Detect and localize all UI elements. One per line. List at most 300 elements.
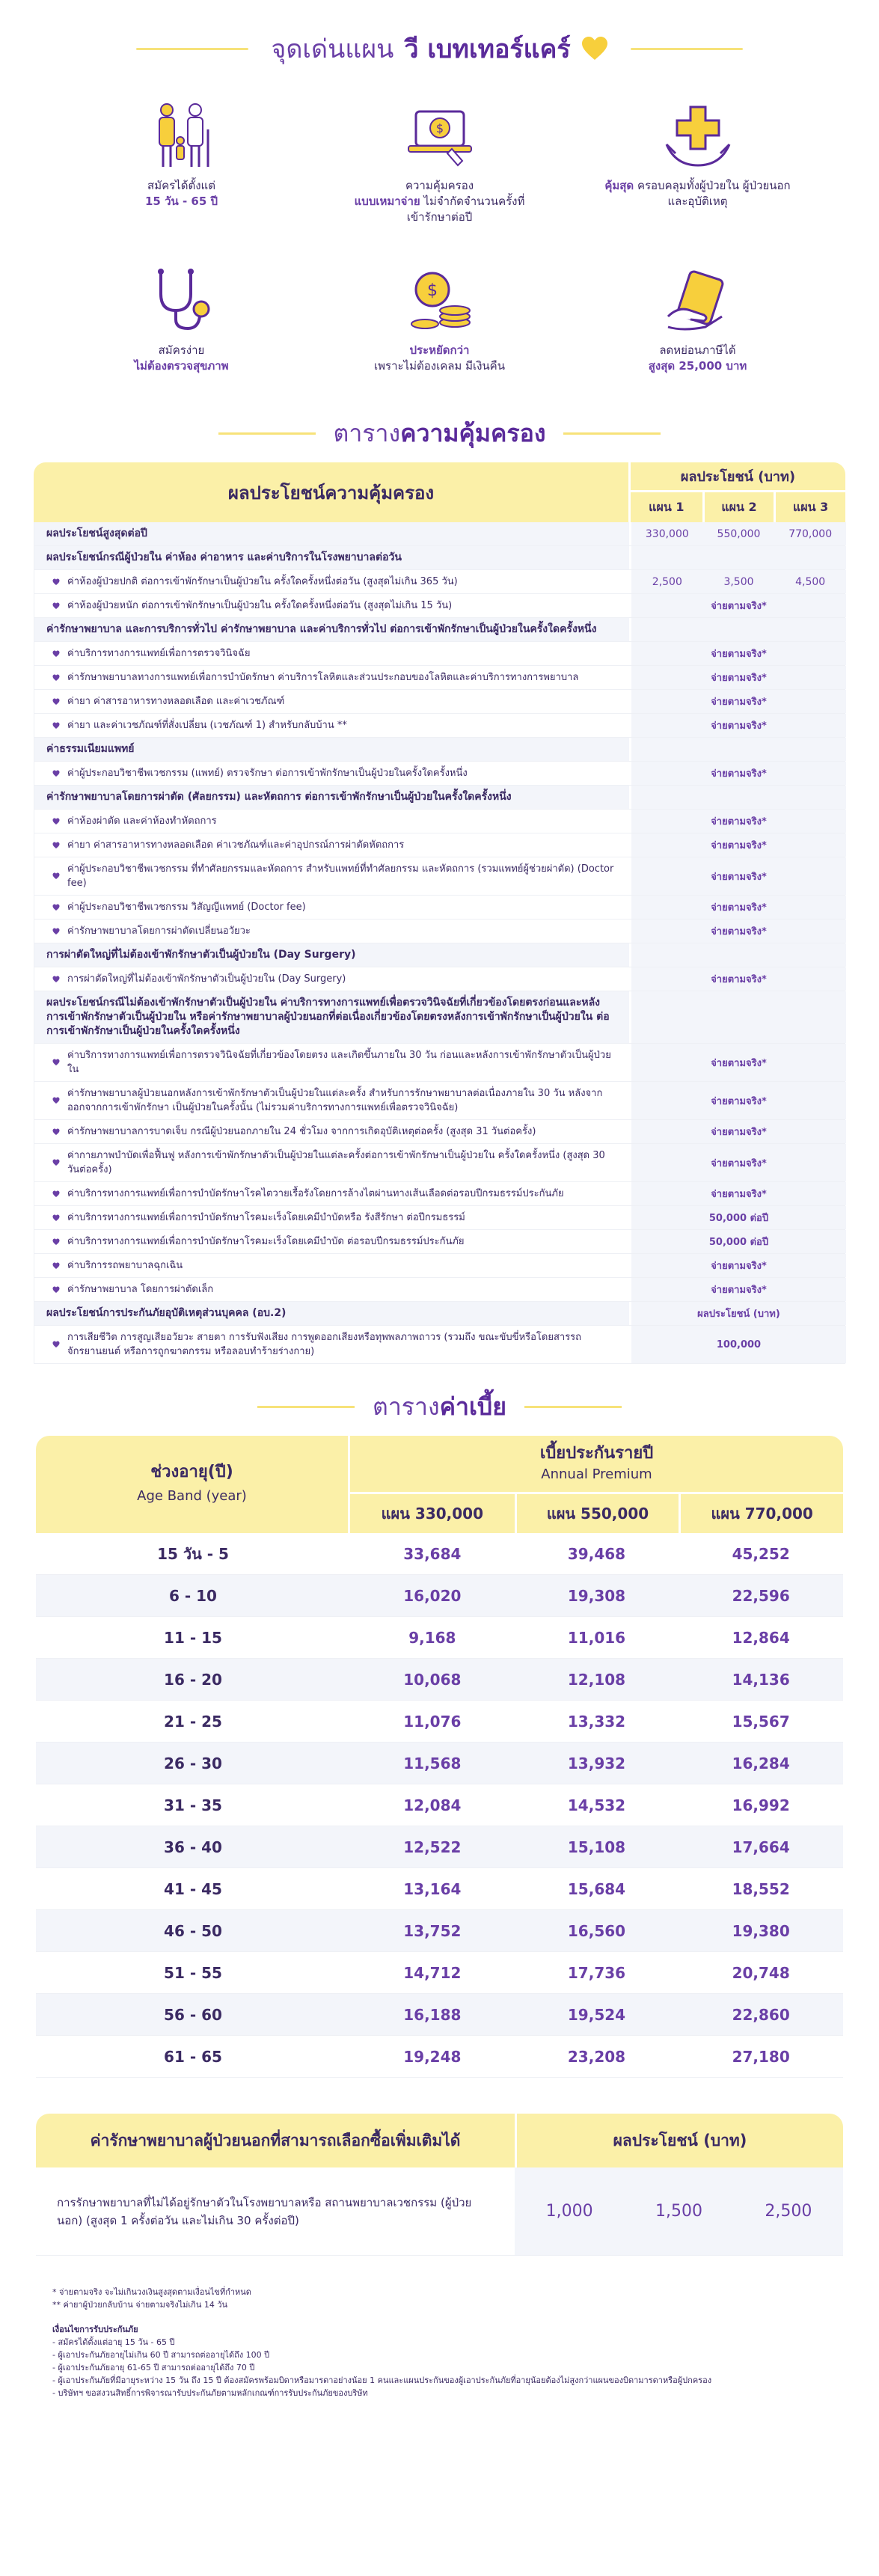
premium-row	[36, 1868, 843, 1910]
age-band-cell: 6 - 10	[169, 1586, 217, 1605]
highlight-item	[310, 97, 569, 239]
coverage-section-row	[34, 546, 845, 570]
coverage-table-body	[34, 522, 845, 1364]
plan-header: แผน 2	[702, 492, 774, 522]
coverage-item-row	[34, 833, 845, 857]
premium-value-cell: 14,532	[567, 1796, 626, 1814]
coverage-value-cell	[629, 1206, 846, 1229]
coverage-section-row	[34, 943, 845, 967]
premium-value-cell: 16,560	[567, 1921, 626, 1940]
divider	[524, 1406, 622, 1408]
coverage-value: จ่ายตามจริง*	[711, 1261, 767, 1272]
premium-title-bold: ค่าเบี้ย	[439, 1392, 506, 1421]
coverage-value: จ่ายตามจริง*	[711, 974, 767, 985]
footnotes	[0, 2256, 879, 2399]
heart-bullet-icon	[52, 1059, 60, 1066]
coverage-label-cell	[34, 920, 629, 943]
premium-row	[36, 1701, 843, 1743]
premium-value-cell: 19,308	[567, 1586, 626, 1605]
coverage-item-row	[34, 666, 845, 690]
coverage-label-cell	[34, 1182, 629, 1205]
coverage-label: ค่ายา และค่าเวชภัณฑ์ที่สั่งเปลี่ยน (เวชภัณฑ์ 1) สำหรับกลับบ้าน **	[67, 720, 347, 731]
opd-value: 1,000	[515, 2167, 624, 2255]
coverage-value-cell	[629, 666, 846, 689]
heart-bullet-icon	[52, 1262, 60, 1270]
premium-value-cell: 10,068	[403, 1670, 462, 1689]
age-band-cell: 46 - 50	[164, 1921, 222, 1940]
coverage-label: ค่ายา ค่าสารอาหารทางหลอดเลือด ค่าเวชภัณฑ์และค่าอุปกรณ์การผ่าตัดหัตถการ	[67, 839, 405, 851]
coverage-value: จ่ายตามจริง*	[711, 1127, 767, 1138]
coverage-label-cell	[34, 738, 629, 761]
coverage-item-row	[34, 714, 845, 738]
coverage-item-row	[34, 1254, 845, 1278]
coverage-value-cell	[629, 1144, 846, 1181]
heart-bullet-icon	[52, 1159, 60, 1166]
premium-value-cell: 16,992	[732, 1796, 790, 1814]
condition-item: - บริษัทฯ ขอสงวนสิทธิ์การพิจารณารับประกันภัยตามหลักเกณฑ์การรับประกันภัยของบริษัท	[52, 2388, 368, 2398]
premium-row	[36, 1575, 843, 1617]
coverage-item-row	[34, 896, 845, 920]
coverage-label-cell	[34, 786, 629, 809]
age-band-header	[36, 1436, 350, 1533]
premium-row	[36, 1659, 843, 1701]
coverage-value: 50,000 ต่อปี	[708, 1237, 769, 1248]
coverage-value: จ่ายตามจริง*	[711, 601, 767, 612]
coverage-item-row	[34, 642, 845, 666]
highlight-text	[88, 343, 275, 374]
coverage-value-cell	[629, 618, 846, 641]
premium-value-cell: 12,522	[403, 1838, 462, 1856]
coverage-label-cell	[34, 810, 629, 833]
heart-icon	[581, 36, 608, 61]
highlight-emphasis: แบบเหมาจ่าย	[354, 195, 420, 208]
coverage-value: จ่ายตามจริง*	[711, 673, 767, 684]
coverage-item-row	[34, 920, 845, 943]
header-benefit: ผลประโยชน์ความคุ้มครอง	[34, 462, 628, 522]
opd-value: 1,500	[624, 2167, 733, 2255]
coverage-value-cell	[629, 690, 846, 713]
highlight-item	[52, 97, 310, 239]
coverage-section-row	[34, 618, 845, 642]
heart-bullet-icon	[52, 1341, 60, 1348]
coverage-label-cell	[34, 967, 629, 991]
premium-value-cell: 11,568	[403, 1754, 462, 1772]
highlight-emphasis: คุ้มสุด	[604, 179, 634, 192]
age-band-cell: 61 - 65	[164, 2047, 222, 2066]
highlight-text	[604, 343, 791, 374]
coverage-value-cell	[629, 833, 846, 857]
heart-bullet-icon	[52, 928, 60, 935]
coverage-label: ค่ายา ค่าสารอาหารทางหลอดเลือด และค่าเวชภัณฑ์	[67, 696, 285, 707]
premium-plan-headers	[350, 1494, 843, 1533]
premium-value-cell: 19,524	[567, 2005, 626, 2024]
highlight-line: สมัครได้ตั้งแต่	[147, 179, 215, 192]
coverage-value: จ่ายตามจริง*	[711, 1095, 767, 1107]
premium-value-cell: 18,552	[732, 1879, 790, 1898]
heart-bullet-icon	[52, 1128, 60, 1136]
highlight-text	[604, 178, 791, 209]
coverage-value: จ่ายตามจริง*	[711, 902, 767, 914]
divider	[136, 48, 248, 50]
heart-bullet-icon	[52, 602, 60, 610]
highlight-emphasis: ประหยัดกว่า	[409, 343, 470, 357]
plan-header: แผน 3	[774, 492, 845, 522]
coverage-item-row	[34, 967, 845, 991]
coverage-label: ผลประโยชน์กรณีไม่ต้องเข้าพักรักษาตัวเป็นผู้ป่วยใน ค่าบริการทางการแพทย์เพื่อตรวจวินิจฉัยที่เกี่ยวข้องโดยตรงก่อนและหลังการเข้าพักรักษาตัวเป็นผู้ป่วยใน หรือค่ารักษาพยาบาลผู้ป่วยนอกที่ต่อเนื่องเกี่ยวข้องโดยตรงหลังการเข้าพักรักษาเป็นผู้ป่วยใน ต่อการเข้าพักรักษาเป็นผู้ป่วยในครั้งใดครั้งหนึ่ง	[46, 997, 610, 1037]
coverage-label: การผ่าตัดใหญ่ที่ไม่ต้องเข้าพักรักษาตัวเป็นผู้ป่วยใน (Day Surgery)	[46, 949, 356, 961]
coverage-label-cell	[34, 896, 629, 919]
coverage-value-cell	[629, 738, 846, 761]
footnote: * จ่ายตามจริง จะไม่เกินวงเงินสูงสุดตามเงื่อนไขที่กำหนด	[52, 2287, 251, 2297]
condition-item: - ผู้เอาประกันภัยอายุไม่เกิน 60 ปี สามารถต่ออายุได้ถึง 100 ปี	[52, 2350, 270, 2360]
coverage-label-cell	[34, 943, 629, 967]
coverage-value-cell	[629, 1082, 846, 1119]
header-amount-group	[628, 462, 845, 522]
annual-premium-header	[350, 1436, 843, 1494]
highlights-header	[0, 0, 879, 97]
heart-bullet-icon	[52, 1214, 60, 1222]
highlight-item	[569, 97, 827, 239]
highlights-grid	[0, 97, 879, 404]
premium-value-cell: 12,108	[567, 1670, 626, 1689]
coverage-label: ค่ารักษาพยาบาลโดยการผ่าตัดเปลี่ยนอวัยวะ	[67, 926, 251, 937]
premium-value-cell: 20,748	[732, 1963, 790, 1982]
heart-bullet-icon	[52, 1190, 60, 1198]
heart-bullet-icon	[52, 698, 60, 706]
coverage-label-cell	[34, 833, 629, 857]
coverage-value: 3,500	[723, 575, 754, 588]
coverage-label-cell	[34, 1230, 629, 1253]
premium-value-cell: 39,468	[567, 1544, 626, 1563]
premium-value-cell: 45,252	[732, 1544, 790, 1563]
tax-card-icon	[657, 262, 739, 337]
age-band-cell: 15 วัน - 5	[157, 1544, 229, 1563]
coverage-label-cell	[34, 570, 629, 593]
coverage-item-row	[34, 594, 845, 618]
premium-value-cell: 22,596	[732, 1586, 790, 1605]
age-band-cell: 56 - 60	[164, 2005, 222, 2024]
stethoscope-icon	[141, 262, 223, 337]
premium-value-cell: 14,712	[403, 1963, 462, 1982]
coverage-label-cell	[34, 1044, 629, 1081]
premium-value-cell: 9,168	[408, 1628, 456, 1647]
premium-value-cell: 16,020	[403, 1586, 462, 1605]
coverage-value-cell	[629, 1254, 846, 1277]
coverage-value: ผลประโยชน์ (บาท)	[697, 1309, 780, 1320]
coverage-value-cell	[629, 594, 846, 617]
age-band-cell: 21 - 25	[164, 1712, 222, 1731]
coverage-value: จ่ายตามจริง*	[711, 840, 767, 851]
divider	[631, 48, 743, 50]
laptop-money-icon	[399, 97, 481, 172]
highlight-item	[310, 262, 569, 404]
coverage-label: ค่ารักษาพยาบาลทางการแพทย์เพื่อการบำบัดรักษา ค่าบริการโลหิตและส่วนประกอบของโลหิตและค่าบริการทางการพยาบาล	[67, 672, 579, 683]
coverage-item-row	[34, 810, 845, 833]
coverage-value-cell	[629, 522, 846, 545]
coverage-item-row	[34, 1082, 845, 1120]
opd-table-header	[36, 2114, 843, 2167]
coverage-value: 50,000 ต่อปี	[708, 1213, 769, 1224]
premium-table-header	[36, 1436, 843, 1533]
coverage-label: ค่ารักษาพยาบาลการบาดเจ็บ กรณีผู้ป่วยนอกภายใน 24 ชั่วโมง จากการเกิดอุบัติเหตุต่อครั้ง (สูงสุด 31 วันต่อครั้ง)	[67, 1126, 536, 1137]
premium-row	[36, 1994, 843, 2036]
opd-header-left: ค่ารักษาพยาบาลผู้ป่วยนอกที่สามารถเลือกซื้อเพิ่มเติมได้	[90, 2131, 461, 2150]
coverage-label-cell	[34, 690, 629, 713]
condition-item: - ผู้เอาประกันภัยอายุ 61-65 ปี สามารถต่ออายุได้ถึง 70 ปี	[52, 2363, 255, 2372]
heart-bullet-icon	[52, 722, 60, 729]
coverage-value: 100,000	[716, 1339, 762, 1350]
coverage-value-cell	[629, 991, 846, 1043]
premium-plan-header: แผน 550,000	[515, 1494, 679, 1533]
coverage-label-cell	[34, 1326, 629, 1363]
opd-value: 2,500	[734, 2167, 843, 2255]
coverage-item-row	[34, 1206, 845, 1230]
highlight-line: ไม่จำกัดจำนวนครั้งที่เข้ารักษาต่อปี	[406, 195, 525, 224]
coverage-value: 330,000	[645, 527, 689, 540]
condition-item: - สมัครได้ตั้งแต่อายุ 15 วัน - 65 ปี	[52, 2337, 175, 2347]
coverage-value-cell	[629, 1326, 846, 1363]
coverage-value-cell	[629, 1044, 846, 1081]
coverage-value: 2,500	[652, 575, 682, 588]
coverage-value: จ่ายตามจริง*	[711, 816, 767, 827]
premium-value-cell: 33,684	[403, 1544, 462, 1563]
coverage-value-cell	[629, 1230, 846, 1253]
coverage-section-row	[34, 1302, 845, 1326]
coverage-label: ค่าบริการทางการแพทย์เพื่อการตรวจวินิจฉัย	[67, 648, 251, 659]
coverage-label: ผลประโยชน์กรณีผู้ป่วยใน ค่าห้อง ค่าอาหาร และค่าบริการในโรงพยาบาลต่อวัน	[46, 551, 402, 563]
coverage-label-cell	[34, 857, 629, 895]
premium-plan-header: แผน 330,000	[381, 1505, 483, 1523]
highlight-emphasis: สูงสุด 25,000 บาท	[648, 359, 747, 373]
premium-value-cell: 11,016	[567, 1628, 626, 1647]
coverage-value-cell	[629, 967, 846, 991]
coverage-label: ค่าบริการรถพยาบาลฉุกเฉิน	[67, 1260, 183, 1271]
premium-value-cell: 15,567	[732, 1712, 790, 1731]
heart-bullet-icon	[52, 1238, 60, 1246]
highlight-text	[346, 178, 533, 225]
premium-row	[36, 1784, 843, 1826]
coverage-item-row	[34, 1182, 845, 1206]
coverage-value: จ่ายตามจริง*	[711, 871, 767, 883]
coverage-section-row	[34, 738, 845, 762]
heart-bullet-icon	[52, 818, 60, 825]
highlight-item	[569, 262, 827, 404]
coverage-title-prefix: ตาราง	[333, 418, 401, 447]
svg-text:$: $	[435, 120, 444, 135]
coverage-label-cell	[34, 1302, 629, 1325]
coverage-value-cell	[629, 762, 846, 785]
heart-bullet-icon	[52, 976, 60, 983]
opd-row	[36, 2167, 843, 2256]
coverage-label-cell	[34, 546, 629, 569]
coverage-label-cell	[34, 618, 629, 641]
coverage-value: จ่ายตามจริง*	[711, 926, 767, 937]
highlight-line: ความคุ้มครอง	[405, 179, 474, 192]
coverage-label: การผ่าตัดใหญ่ที่ไม่ต้องเข้าพักรักษาตัวเป็นผู้ป่วยใน (Day Surgery)	[67, 973, 346, 985]
coverage-value-cell	[629, 1182, 846, 1205]
svg-text:$: $	[426, 281, 438, 300]
coverage-label: ค่าผู้ประกอบวิชาชีพเวชกรรม (แพทย์) ตรวจรักษา ต่อการเข้าพักรักษาเป็นผู้ป่วยในครั้งใดครั้งหนึ่ง	[67, 768, 468, 779]
coverage-label-cell	[34, 642, 629, 665]
coverage-value-cell	[629, 810, 846, 833]
coverage-label: ค่าบริการทางการแพทย์เพื่อการบำบัดรักษาโรคไตวายเรื้อรังโดยการล้างไตผ่านทางเส้นเลือดต่อรอบปีกรมธรรม์ประกันภัย	[67, 1188, 564, 1199]
heart-bullet-icon	[52, 674, 60, 682]
age-header-th: ช่วงอายุ(ปี)	[150, 1463, 233, 1481]
premium-value-cell: 14,136	[732, 1670, 790, 1689]
coverage-table-header	[34, 462, 845, 522]
heart-bullet-icon	[52, 650, 60, 658]
coverage-item-row	[34, 1144, 845, 1182]
coverage-label: ค่าบริการทางการแพทย์เพื่อการบำบัดรักษาโรคมะเร็งโดยเคมีบำบัดหรือ รังสีรักษา ต่อปีกรมธรรม์	[67, 1212, 465, 1223]
coverage-label-cell	[34, 1278, 629, 1301]
header-amount: ผลประโยชน์ (บาท)	[631, 462, 845, 492]
highlight-emphasis: 15 วัน - 65 ปี	[144, 195, 218, 208]
coverage-label: ค่าห้องผ่าตัด และค่าห้องทำหัตถการ	[67, 816, 217, 827]
coverage-item-row	[34, 1326, 845, 1364]
premium-row	[36, 1617, 843, 1659]
family-icon	[141, 97, 223, 172]
coverage-label: ค่าบริการทางการแพทย์เพื่อการตรวจวินิจฉัยที่เกี่ยวข้องโดยตรง และเกิดขึ้นภายใน 30 วัน ก่อนและหลังการเข้าพักรักษาตัวเป็นผู้ป่วยใน	[67, 1050, 611, 1075]
coverage-label: ค่าบริการทางการแพทย์เพื่อการบำบัดรักษาโรคมะเร็งโดยเคมีบำบัด ต่อรอบปีกรมธรรม์ประกันภัย	[67, 1236, 465, 1247]
premium-header-en: Annual Premium	[541, 1466, 652, 1482]
coverage-item-row	[34, 1278, 845, 1302]
coverage-label-cell	[34, 522, 629, 545]
coverage-label-cell	[34, 1120, 629, 1143]
heart-bullet-icon	[52, 1097, 60, 1104]
heart-bullet-icon	[52, 872, 60, 880]
premium-table-body	[36, 1533, 843, 2078]
coverage-label: ค่ากายภาพบำบัดเพื่อฟื้นฟู หลังการเข้าพักรักษาตัวเป็นผู้ป่วยในแต่ละครั้งต่อการเข้าพักรักษาเป็นผู้ป่วยใน ครั้งใดครั้งหนึ่ง (สูงสุด 30 วันต่อครั้ง)	[67, 1150, 605, 1175]
premium-value-cell: 11,076	[403, 1712, 462, 1731]
premium-value-cell: 13,932	[567, 1754, 626, 1772]
premium-row	[36, 1952, 843, 1994]
divider	[257, 1406, 355, 1408]
highlight-text	[88, 178, 275, 209]
premium-value-cell: 16,284	[732, 1754, 790, 1772]
coverage-value: จ่ายตามจริง*	[711, 1189, 767, 1200]
age-band-cell: 11 - 15	[164, 1628, 222, 1647]
highlights-title-prefix: จุดเด่นแผน	[271, 34, 394, 64]
coverage-value-cell	[629, 896, 846, 919]
footnote: ** ค่ายาผู้ป่วยกลับบ้าน จ่ายตามจริงไม่เกิน 14 วัน	[52, 2300, 228, 2310]
coverage-label-cell	[34, 594, 629, 617]
premium-value-cell: 19,380	[732, 1921, 790, 1940]
coverage-item-row	[34, 857, 845, 896]
coverage-label: ค่ารักษาพยาบาลโดยการผ่าตัด (ศัลยกรรม) และหัตถการ ต่อการเข้าพักรักษาเป็นผู้ป่วยในครั้งใดครั้งหนึ่ง	[46, 791, 512, 803]
premium-table	[36, 1436, 843, 2078]
age-band-cell: 41 - 45	[164, 1879, 222, 1898]
premium-section-title	[0, 1377, 879, 1436]
premium-value-cell: 12,864	[732, 1628, 790, 1647]
plan-header: แผน 1	[649, 499, 684, 514]
highlight-line: สมัครง่าย	[158, 343, 205, 357]
coverage-label: ค่ารักษาพยาบาล โดยการผ่าตัดเล็ก	[67, 1284, 214, 1295]
highlight-emphasis: ไม่ต้องตรวจสุขภาพ	[134, 359, 229, 373]
coverage-value: จ่ายตามจริง*	[711, 649, 767, 660]
coverage-value-cell	[629, 1302, 846, 1325]
premium-header-th: เบี้ยประกันรายปี	[539, 1443, 654, 1463]
coverage-item-row	[34, 570, 845, 594]
premium-row	[36, 1743, 843, 1784]
plan-headers	[631, 492, 845, 522]
coverage-label-cell	[34, 1206, 629, 1229]
premium-row	[36, 1826, 843, 1868]
coverage-label: ค่าผู้ประกอบวิชาชีพเวชกรรม ที่ทำศัลยกรรมและหัตถการ สำหรับแพทย์ที่ทำศัลยกรรม และหัตถการ (รวมแพทย์ผู้ช่วยผ่าตัด) (Doctor fee)	[67, 863, 614, 889]
coverage-label: ค่ารักษาพยาบาล และการบริการทั่วไป ค่ารักษาพยาบาล และค่าบริการทั่วไป ต่อการเข้าพักรักษาเป็นผู้ป่วยในครั้งใดครั้งหนึ่ง	[46, 623, 597, 635]
premium-value-cell: 13,332	[567, 1712, 626, 1731]
highlight-line: เพราะไม่ต้องเคลม มีเงินคืน	[374, 359, 505, 373]
coverage-section-row	[34, 786, 845, 810]
coverage-value-cell	[629, 786, 846, 809]
coverage-label-cell	[34, 714, 629, 737]
highlight-line: ครอบคลุมทั้งผู้ป่วยใน ผู้ป่วยนอก และอุบัติเหตุ	[637, 179, 791, 208]
hands-cross-icon	[657, 97, 739, 172]
brand-name: วี เบทเทอร์แคร์	[404, 34, 571, 64]
premium-value-cell: 13,164	[403, 1879, 462, 1898]
coverage-item-row	[34, 690, 845, 714]
coverage-value-cell	[629, 570, 846, 593]
coverage-value-cell	[629, 1278, 846, 1301]
premium-row	[36, 2036, 843, 2078]
coverage-value-cell	[629, 714, 846, 737]
premium-value-cell: 15,108	[567, 1838, 626, 1856]
premium-value-cell: 27,180	[732, 2047, 790, 2066]
coverage-value: จ่ายตามจริง*	[711, 768, 767, 780]
coverage-value-cell	[629, 920, 846, 943]
coverage-item-row	[34, 1230, 845, 1254]
age-header-en: Age Band (year)	[137, 1488, 247, 1504]
coverage-label-cell	[34, 666, 629, 689]
highlights-title	[271, 28, 607, 69]
coverage-value: จ่ายตามจริง*	[711, 697, 767, 708]
coverage-item-row	[34, 762, 845, 786]
opd-table	[36, 2114, 843, 2256]
premium-value-cell: 16,188	[403, 2005, 462, 2024]
premium-title-prefix: ตาราง	[373, 1392, 440, 1421]
coverage-label-cell	[34, 1254, 629, 1277]
age-band-cell: 26 - 30	[164, 1754, 222, 1772]
coverage-value: จ่ายตามจริง*	[711, 721, 767, 732]
coverage-value-cell	[629, 642, 846, 665]
age-band-cell: 16 - 20	[164, 1670, 222, 1689]
coverage-label-cell	[34, 762, 629, 785]
coverage-value: 770,000	[788, 527, 833, 540]
coverage-value: 4,500	[795, 575, 826, 588]
condition-item: - ผู้เอาประกันภัยที่มีอายุระหว่าง 15 วัน ถึง 15 ปี ต้องสมัครพร้อมบิดาหรือมารดาอย่างน้อย 1 คนและแผนประกันของผู้เอาประกันภัยที่อายุน้อยต้องไม่สูงกว่าแผนของบิดามารดาหรือผู้ปกครอง	[52, 2375, 712, 2385]
coverage-label: ค่ารักษาพยาบาลผู้ป่วยนอกหลังการเข้าพักรักษาตัวเป็นผู้ป่วยในแต่ละครั้ง สำหรับการรักษาพยาบาลต่อเนื่องภายใน 30 วัน หลังจากออกจากการเข้าพักรักษา เป็นผู้ป่วยในครั้งนั้น (ไม่รวมค่าบริการทางการแพทย์เพื่อตรวจวินิจฉัย)	[67, 1088, 603, 1113]
age-band-cell: 31 - 35	[164, 1796, 222, 1814]
coverage-item-row	[34, 1120, 845, 1144]
coverage-value: จ่ายตามจริง*	[711, 1157, 767, 1169]
age-band-cell: 36 - 40	[164, 1838, 222, 1856]
premium-value-cell: 17,736	[567, 1963, 626, 1982]
age-band-cell: 51 - 55	[164, 1963, 222, 1982]
premium-value-cell: 13,752	[403, 1921, 462, 1940]
heart-bullet-icon	[52, 842, 60, 849]
coverage-item-row	[34, 1044, 845, 1082]
premium-value-cell: 12,084	[403, 1796, 462, 1814]
coverage-value-cell	[629, 943, 846, 967]
coverage-section-row	[34, 991, 845, 1044]
coverage-label-cell	[34, 991, 629, 1043]
highlight-item	[52, 262, 310, 404]
heart-bullet-icon	[52, 904, 60, 911]
coverage-value: 550,000	[717, 527, 761, 540]
coverage-label: ผลประโยชน์สูงสุดต่อปี	[46, 527, 147, 539]
opd-header-right: ผลประโยชน์ (บาท)	[515, 2114, 843, 2167]
coverage-table	[34, 462, 845, 1364]
premium-row	[36, 1910, 843, 1952]
